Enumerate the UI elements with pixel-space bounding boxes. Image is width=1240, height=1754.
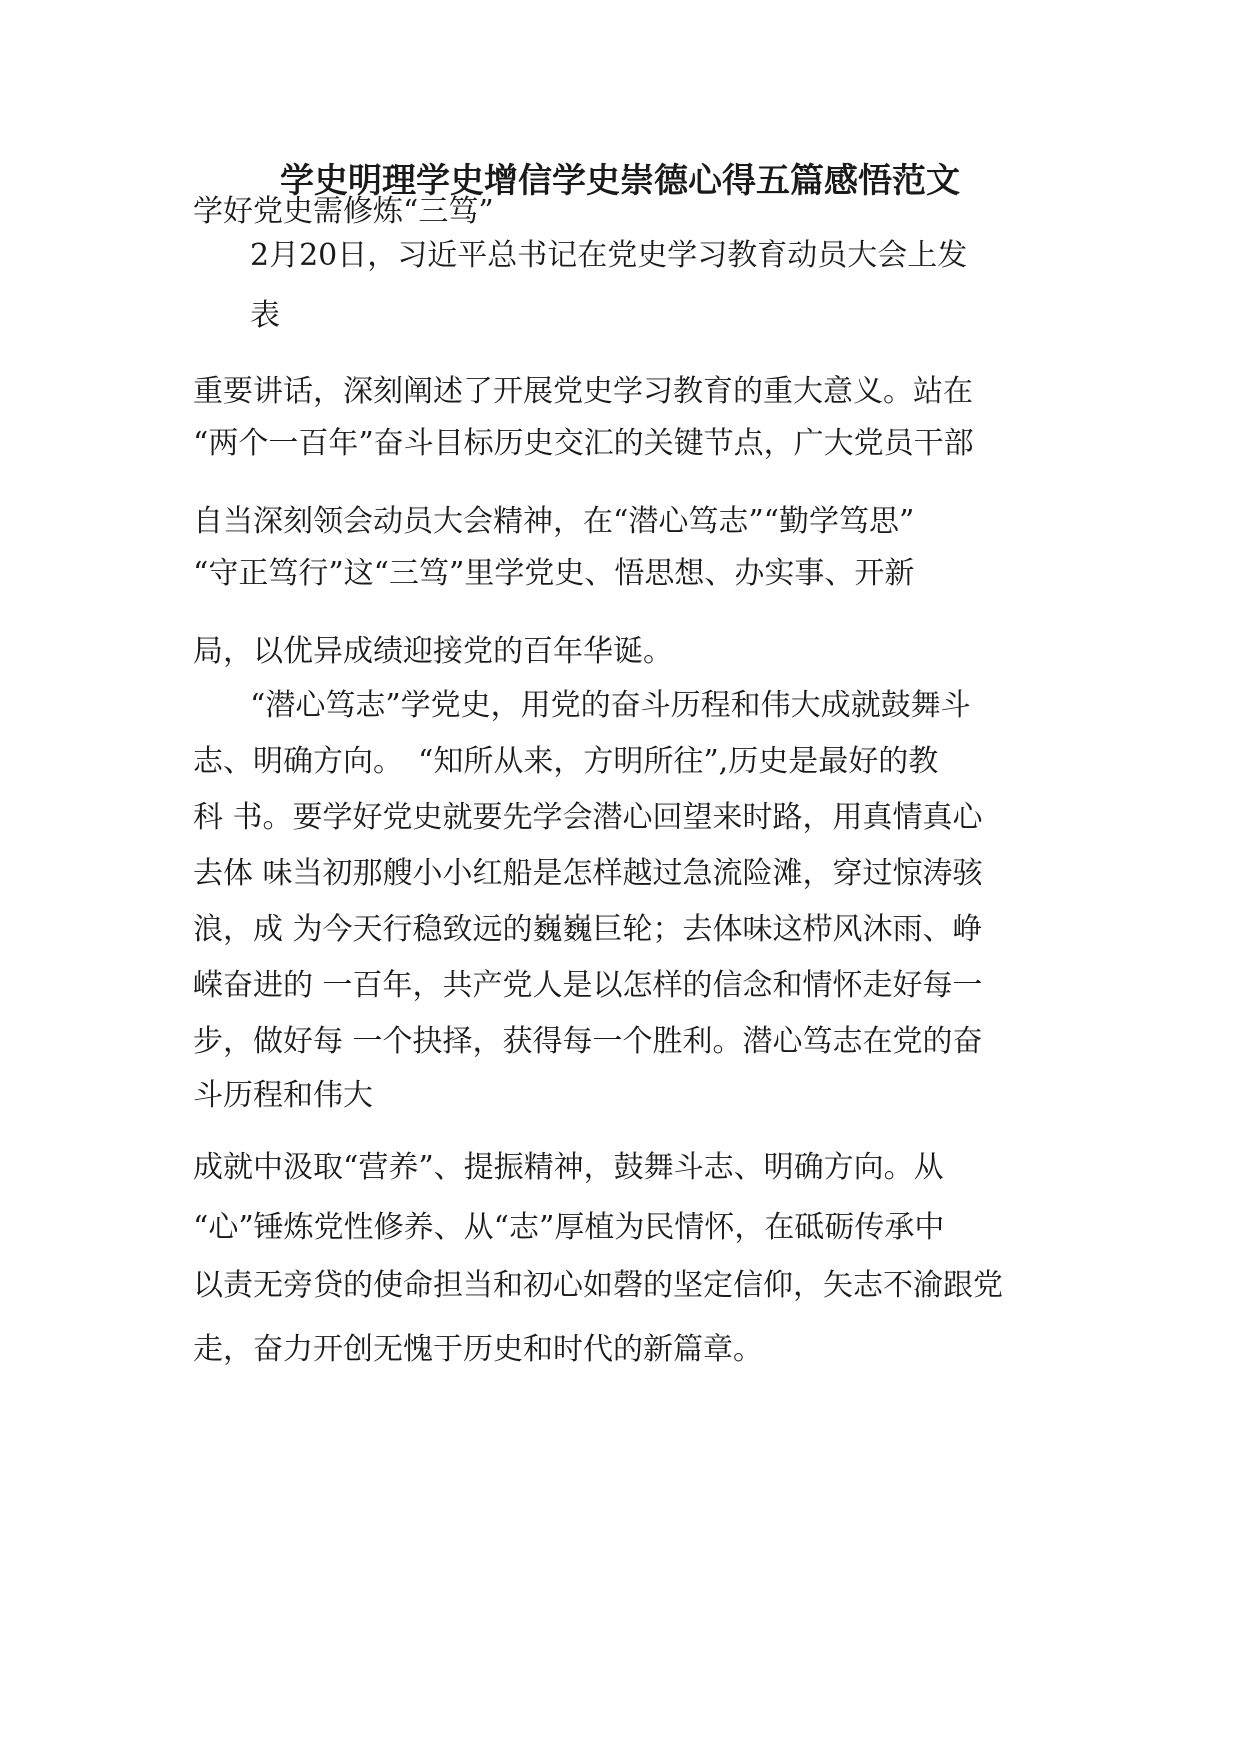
paragraph-line: “心”锤炼党性修养、从“志”厚植为民情怀，在砥砺传承中 — [193, 1210, 945, 1245]
paragraph-line: 重要讲话，深刻阐述了开展党史学习教育的重大意义。站在 — [193, 374, 973, 409]
paragraph-line: 2月20日，习近平总书记在党史学习教育动员大会上发 — [250, 238, 968, 273]
paragraph-line: “两个一百年”奋斗目标历史交汇的关键节点，广大党员干部 — [193, 426, 974, 461]
paragraph-line: 局，以优异成绩迎接党的百年华诞。 — [193, 634, 673, 669]
paragraph-line: 浪，成 为今天行稳致远的巍巍巨轮；去体味这栉风沐雨、峥 — [193, 912, 983, 947]
paragraph-line: 志、明确方向。 “知所从来，方明所往”,历史是最好的教 — [193, 744, 939, 779]
paragraph-line: 步，做好每 一个抉择，获得每一个胜利。潜心笃志在党的奋 — [193, 1024, 983, 1059]
paragraph-line: 以责无旁贷的使命担当和初心如磬的坚定信仰，矢志不渝跟党 — [193, 1268, 1003, 1303]
paragraph-line: 嵘奋进的 一百年，共产党人是以怎样的信念和情怀走好每一 — [193, 968, 983, 1003]
document-title: 学史明理学史增信学史崇德心得五篇感悟范文 — [280, 161, 960, 201]
paragraph-line: “守正笃行”这“三笃”里学党史、悟思想、办实事、开新 — [193, 556, 915, 591]
paragraph-line: 走，奋力开创无愧于历史和时代的新篇章。 — [193, 1332, 763, 1367]
subtitle-line: 学好党史需修炼“三笃” — [193, 194, 494, 229]
paragraph-line: “潜心笃志”学党史，用党的奋斗历程和伟大成就鼓舞斗 — [250, 688, 971, 723]
paragraph-line: 表 — [250, 298, 280, 333]
paragraph-line: 自当深刻领会动员大会精神，在“潜心笃志”“勤学笃思” — [193, 504, 915, 539]
paragraph-line: 去体 味当初那艘小小红船是怎样越过急流险滩，穿过惊涛骇 — [193, 856, 983, 891]
paragraph-line: 科 书。要学好党史就要先学会潜心回望来时路，用真情真心 — [193, 800, 983, 835]
paragraph-line: 斗历程和伟大 — [193, 1078, 373, 1113]
paragraph-line: 成就中汲取“营养”、提振精神，鼓舞斗志、明确方向。从 — [193, 1150, 944, 1185]
